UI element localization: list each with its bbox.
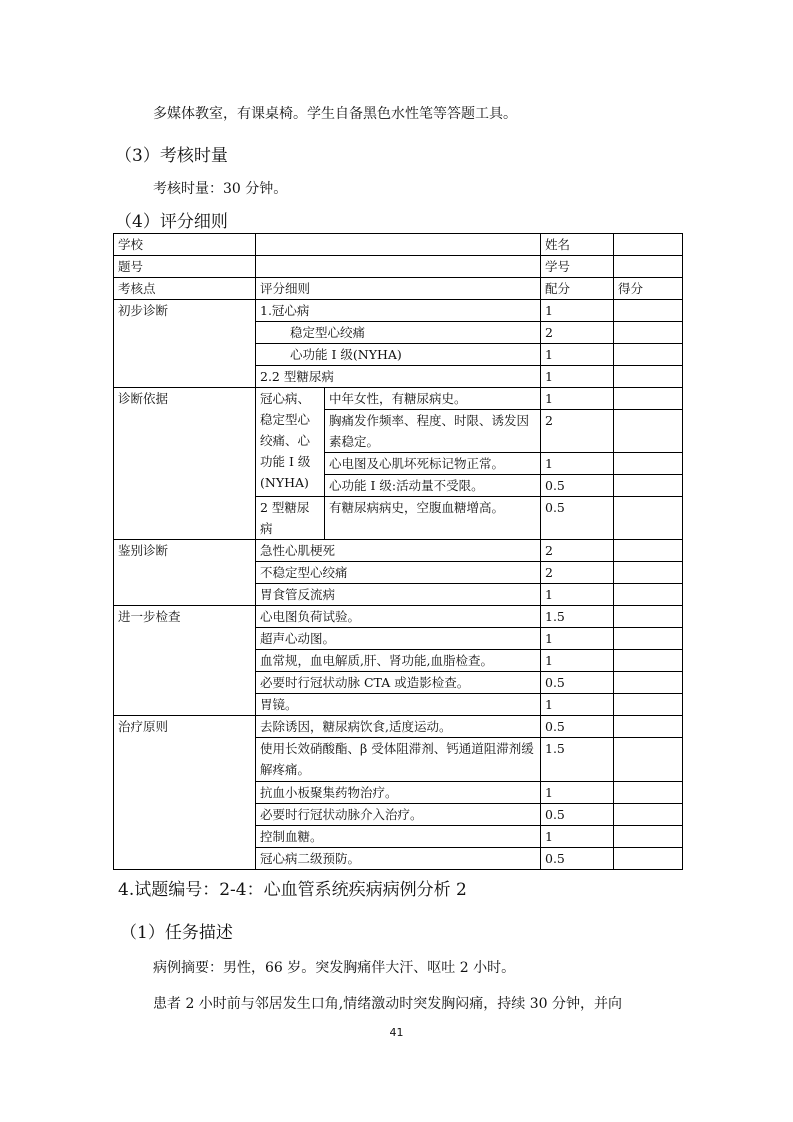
next-question-title: 4.试题编号：2-4：心血管系统疾病病例分析 2 bbox=[118, 880, 467, 900]
detail-cell: 冠心病二级预防。 bbox=[256, 848, 541, 870]
got-cell bbox=[614, 562, 683, 584]
detail-cell: 控制血糖。 bbox=[256, 826, 541, 848]
score-cell: 1 bbox=[541, 782, 614, 804]
student-id-value bbox=[614, 256, 683, 278]
detail-cell: 心电图及心肌坏死标记物正常。 bbox=[325, 453, 541, 475]
got-cell bbox=[614, 672, 683, 694]
table-row bbox=[114, 388, 683, 410]
detail-cell: 1.冠心病 bbox=[256, 300, 541, 322]
got-cell bbox=[614, 804, 683, 826]
score-cell: 1 bbox=[541, 584, 614, 606]
scoring-table bbox=[113, 233, 683, 870]
got-cell bbox=[614, 650, 683, 672]
got-cell bbox=[614, 694, 683, 716]
detail-cell: 急性心肌梗死 bbox=[256, 540, 541, 562]
score-cell: 1 bbox=[541, 453, 614, 475]
detail-cell: 超声心动图。 bbox=[256, 628, 541, 650]
got-cell bbox=[614, 410, 683, 453]
detail-cell: 不稳定型心绞痛 bbox=[256, 562, 541, 584]
header-score: 配分 bbox=[541, 278, 614, 300]
section3-title: （3）考核时量 bbox=[115, 146, 228, 166]
case-text: 患者 2 小时前与邻居发生口角,情绪激动时突发胸闷痛，持续 30 分钟，并向 bbox=[153, 996, 622, 1012]
table-header-row bbox=[114, 278, 683, 300]
name-label: 姓名 bbox=[541, 234, 614, 256]
detail-cell: 稳定型心绞痛 bbox=[256, 322, 541, 344]
score-cell: 2 bbox=[541, 540, 614, 562]
got-cell bbox=[614, 453, 683, 475]
detail-cell: 必要时行冠状动脉介入治疗。 bbox=[256, 804, 541, 826]
school-value bbox=[256, 234, 541, 256]
point-cell: 初步诊断 bbox=[114, 300, 256, 388]
got-cell bbox=[614, 606, 683, 628]
detail-cell: 2.2 型糖尿病 bbox=[256, 366, 541, 388]
detail-cell: 去除诱因，糖尿病饮食,适度运动。 bbox=[256, 716, 541, 738]
detail-cell: 胸痛发作频率、程度、时限、诱发因素稳定。 bbox=[325, 410, 541, 453]
score-cell: 1.5 bbox=[541, 738, 614, 782]
got-cell bbox=[614, 497, 683, 540]
table-row bbox=[114, 300, 683, 322]
intro-text: 多媒体教室，有课桌椅。学生自备黑色水性笔等答题工具。 bbox=[153, 106, 517, 122]
score-cell: 1 bbox=[541, 344, 614, 366]
detail-cell: 心功能 I 级:活动量不受限。 bbox=[325, 475, 541, 497]
header-point: 考核点 bbox=[114, 278, 256, 300]
got-cell bbox=[614, 584, 683, 606]
score-cell: 0.5 bbox=[541, 716, 614, 738]
score-cell: 0.5 bbox=[541, 848, 614, 870]
score-cell: 0.5 bbox=[541, 497, 614, 540]
got-cell bbox=[614, 366, 683, 388]
student-id-label: 学号 bbox=[541, 256, 614, 278]
point-cell: 进一步检查 bbox=[114, 606, 256, 716]
detail-cell: 胃食管反流病 bbox=[256, 584, 541, 606]
point-cell: 诊断依据 bbox=[114, 388, 256, 540]
got-cell bbox=[614, 475, 683, 497]
point-cell: 鉴别诊断 bbox=[114, 540, 256, 606]
detail-cell: 必要时行冠状动脉 CTA 或造影检查。 bbox=[256, 672, 541, 694]
got-cell bbox=[614, 300, 683, 322]
school-label: 学校 bbox=[114, 234, 256, 256]
point-cell: 治疗原则 bbox=[114, 716, 256, 870]
got-cell bbox=[614, 716, 683, 738]
score-cell: 2 bbox=[541, 562, 614, 584]
detail-cell: 心功能 I 级(NYHA) bbox=[256, 344, 541, 366]
got-cell bbox=[614, 540, 683, 562]
detail-cell: 血常规，血电解质,肝、肾功能,血脂检查。 bbox=[256, 650, 541, 672]
table-row bbox=[114, 234, 683, 256]
got-cell bbox=[614, 344, 683, 366]
got-cell bbox=[614, 782, 683, 804]
detail-cell: 使用长效硝酸酯、β 受体阻滞剂、钙通道阻滞剂缓解疼痛。 bbox=[256, 738, 541, 782]
score-cell: 1 bbox=[541, 300, 614, 322]
table-row bbox=[114, 716, 683, 738]
header-got: 得分 bbox=[614, 278, 683, 300]
score-cell: 1 bbox=[541, 650, 614, 672]
subpoint-cell: 2 型糖尿病 bbox=[256, 497, 325, 540]
got-cell bbox=[614, 322, 683, 344]
score-cell: 0.5 bbox=[541, 804, 614, 826]
score-cell: 1 bbox=[541, 628, 614, 650]
got-cell bbox=[614, 738, 683, 782]
table-row bbox=[114, 256, 683, 278]
got-cell bbox=[614, 628, 683, 650]
score-cell: 1 bbox=[541, 388, 614, 410]
score-cell: 2 bbox=[541, 322, 614, 344]
question-label: 题号 bbox=[114, 256, 256, 278]
section4-title: （4）评分细则 bbox=[115, 212, 228, 232]
score-cell: 1.5 bbox=[541, 606, 614, 628]
case-summary: 病例摘要：男性，66 岁。突发胸痛伴大汗、呕吐 2 小时。 bbox=[153, 960, 516, 976]
name-value bbox=[614, 234, 683, 256]
score-cell: 1 bbox=[541, 366, 614, 388]
subpoint-cell: 冠心病、稳定型心绞痛、心功能 I 级(NYHA) bbox=[256, 388, 325, 497]
score-cell: 2 bbox=[541, 410, 614, 453]
question-value bbox=[256, 256, 541, 278]
score-cell: 0.5 bbox=[541, 475, 614, 497]
detail-cell: 心电图负荷试验。 bbox=[256, 606, 541, 628]
got-cell bbox=[614, 848, 683, 870]
score-cell: 0.5 bbox=[541, 672, 614, 694]
detail-cell: 胃镜。 bbox=[256, 694, 541, 716]
got-cell bbox=[614, 826, 683, 848]
detail-cell: 有糖尿病病史，空腹血糖增高。 bbox=[325, 497, 541, 540]
section3-text: 考核时量：30 分钟。 bbox=[153, 181, 288, 197]
task-description-title: （1）任务描述 bbox=[120, 923, 233, 943]
header-detail: 评分细则 bbox=[256, 278, 541, 300]
table-row bbox=[114, 540, 683, 562]
score-cell: 1 bbox=[541, 826, 614, 848]
detail-cell: 抗血小板聚集药物治疗。 bbox=[256, 782, 541, 804]
score-cell: 1 bbox=[541, 694, 614, 716]
detail-cell: 中年女性，有糖尿病史。 bbox=[325, 388, 541, 410]
page-number: 41 bbox=[389, 1026, 404, 1039]
got-cell bbox=[614, 388, 683, 410]
table-row bbox=[114, 606, 683, 628]
